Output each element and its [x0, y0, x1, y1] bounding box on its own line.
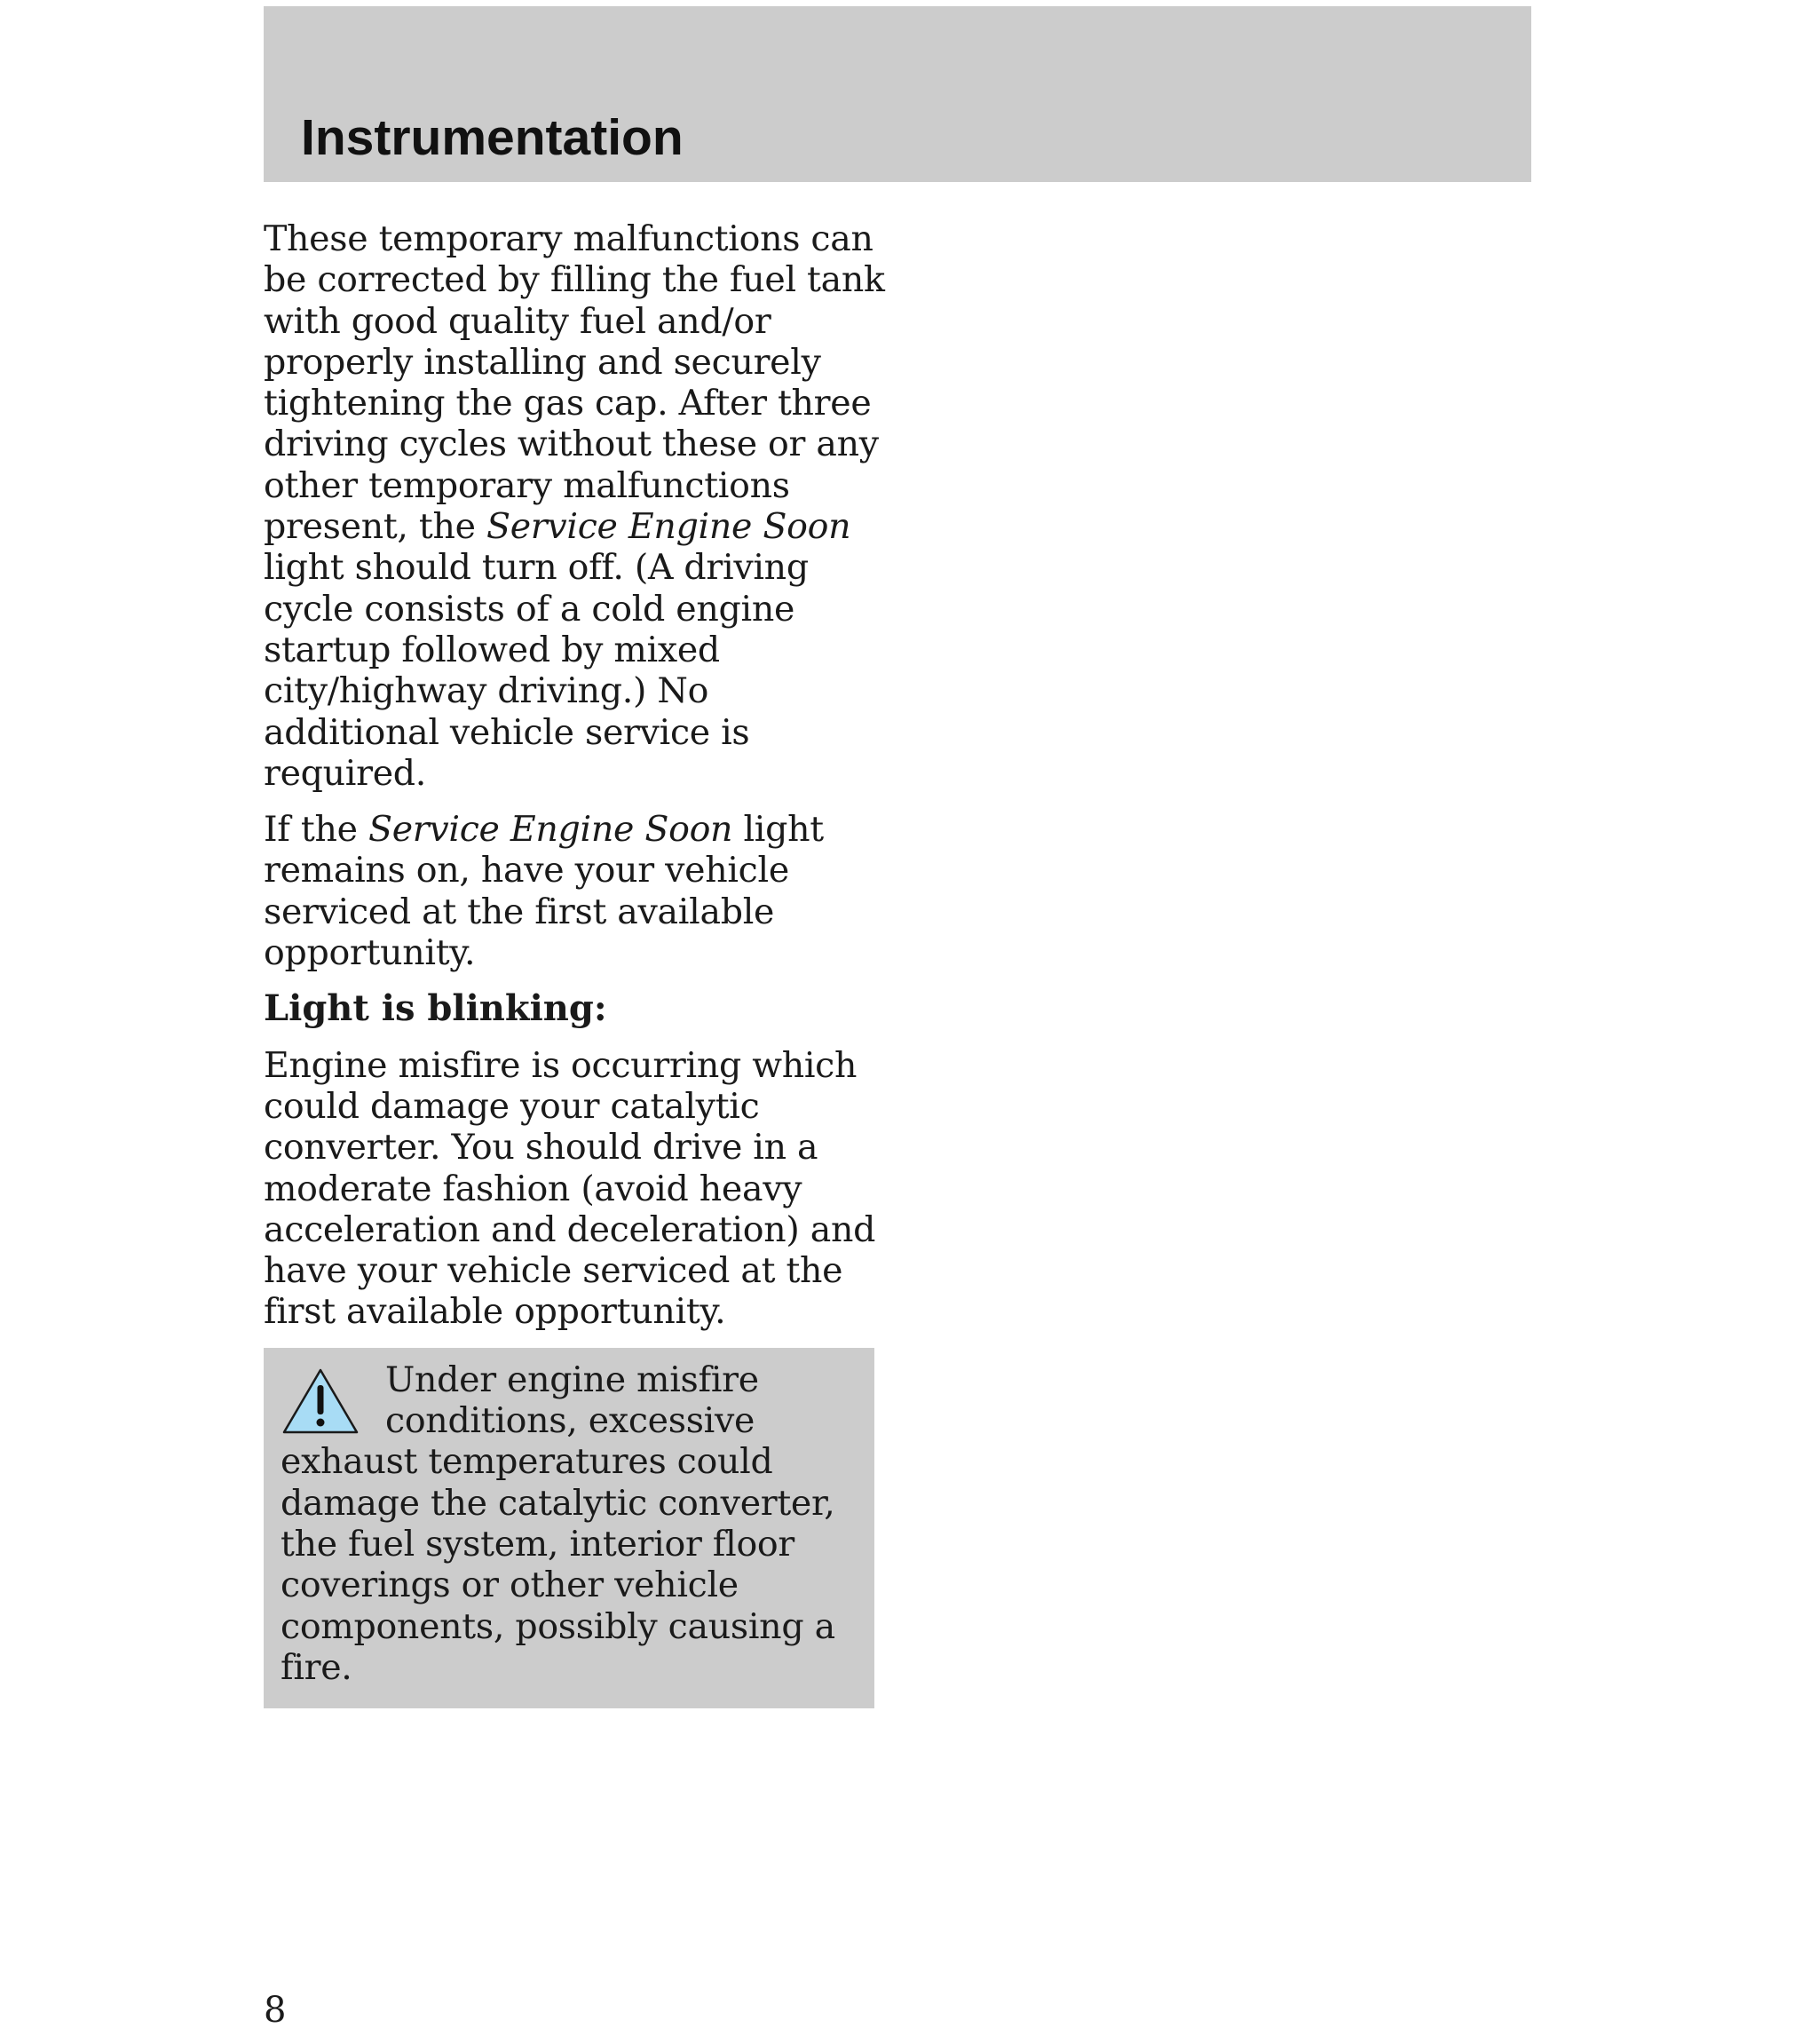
- paragraph-engine-misfire: [264, 1045, 876, 1333]
- text-line: converter. You should drive in a: [264, 1127, 818, 1169]
- text-line: additional vehicle service is: [264, 711, 750, 753]
- text-line: driving cycles without these or any: [264, 424, 879, 465]
- text-line: serviced at the first available: [264, 891, 775, 932]
- text-line: conditions, excessive: [385, 1400, 755, 1442]
- text-line: city/highway driving.) No: [264, 670, 709, 712]
- text-line: remains on, have your vehicle: [264, 850, 789, 891]
- text-line: components, possibly causing a: [281, 1605, 835, 1647]
- italic-term: Service Engine Soon: [368, 809, 733, 851]
- text-line: These temporary malfunctions can: [264, 218, 873, 259]
- text-line: other temporary malfunctions: [264, 464, 790, 506]
- text-run: present, the: [264, 506, 486, 548]
- text-line: damage the catalytic converter,: [281, 1482, 835, 1524]
- text-line: fire.: [281, 1646, 352, 1688]
- paragraph-light-remains-on: [264, 809, 876, 973]
- body-column: [264, 218, 885, 1708]
- text-line: startup followed by mixed: [264, 629, 720, 670]
- text-line: with good quality fuel and/or: [264, 300, 771, 342]
- text-line: cycle consists of a cold engine: [264, 588, 795, 630]
- text-line: required.: [264, 752, 427, 794]
- warning-box: [264, 1348, 874, 1708]
- section-title: Instrumentation: [301, 109, 684, 166]
- paragraph-temporary-malfunctions: [264, 218, 885, 794]
- text-run: light: [732, 809, 824, 851]
- text-line: could damage your catalytic: [264, 1085, 760, 1127]
- text-line: the fuel system, interior floor: [281, 1523, 794, 1565]
- text-line: have your vehicle serviced at the: [264, 1250, 843, 1292]
- text-line: [264, 506, 876, 547]
- warning-text: [281, 1359, 857, 1688]
- text-line: light should turn off. (A driving: [264, 547, 809, 589]
- text-line: be corrected by filling the fuel tank: [264, 259, 885, 301]
- text-line: tightening the gas cap. After three: [264, 383, 872, 424]
- warning-triangle-icon: [281, 1367, 360, 1435]
- text-line: exhaust temperatures could: [281, 1441, 773, 1483]
- text-line: properly installing and securely: [264, 341, 821, 383]
- section-header-band: [264, 6, 1531, 182]
- text-line: moderate fashion (avoid heavy: [264, 1168, 802, 1209]
- text-line: [264, 809, 876, 850]
- text-line: opportunity.: [264, 932, 476, 974]
- page-number: 8: [264, 1990, 287, 2031]
- text-line: acceleration and deceleration) and: [264, 1208, 876, 1250]
- text-run: If the: [264, 809, 368, 851]
- italic-term: Service Engine Soon: [486, 506, 851, 548]
- text-line: coverings or other vehicle: [281, 1565, 739, 1606]
- text-line: Under engine misfire: [385, 1359, 759, 1400]
- text-line: first available opportunity.: [264, 1291, 726, 1333]
- text-line: Engine misfire is occurring which: [264, 1044, 858, 1086]
- subheading-light-blinking: Light is blinking:: [264, 987, 607, 1030]
